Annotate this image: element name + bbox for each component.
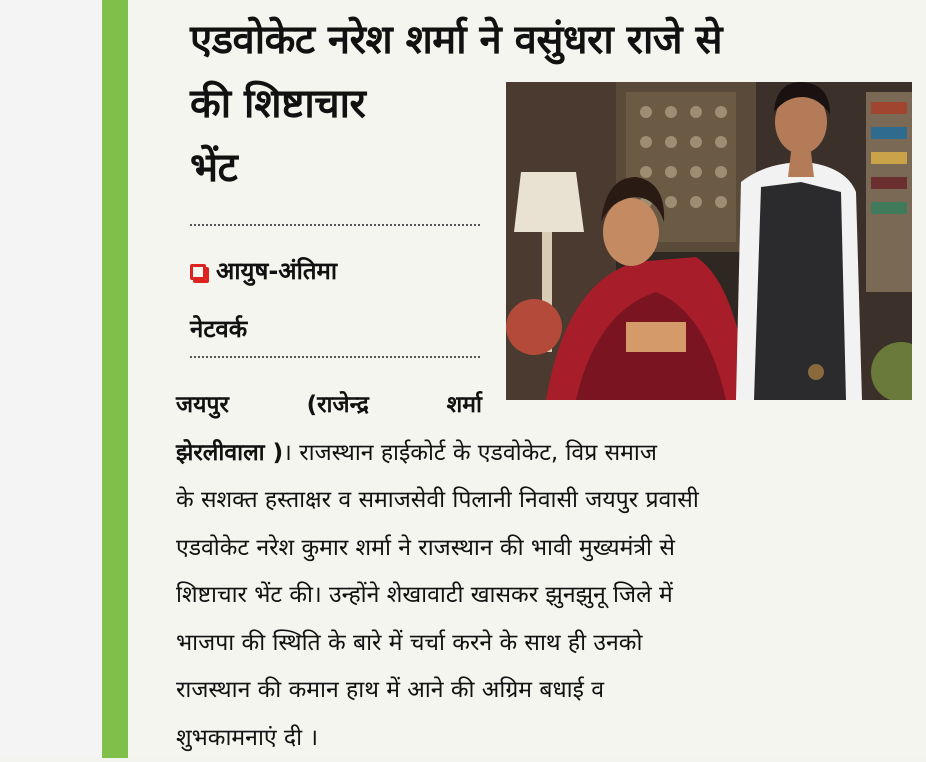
dateline-continuation: झेरलीवाला ) bbox=[176, 440, 283, 466]
body-line: शिष्टाचार भेंट की। उन्होंने शेखावाटी खासकर झुनझुनू जिले में bbox=[176, 572, 892, 620]
divider-top bbox=[190, 224, 480, 226]
news-article bbox=[128, 0, 926, 758]
headline-line: की शिष्टाचार bbox=[190, 72, 910, 136]
photo-illustration bbox=[506, 82, 912, 400]
headline-line: एडवोकेट नरेश शर्मा ने वसुंधरा राजे से bbox=[190, 8, 910, 72]
headline-line: भेंट bbox=[190, 136, 910, 200]
byline bbox=[190, 242, 490, 358]
body-line bbox=[176, 430, 892, 478]
dateline-word: (राजेन्द्र bbox=[307, 382, 369, 430]
byline-name: आयुष-अंतिमा bbox=[216, 257, 337, 285]
page-margin bbox=[0, 0, 102, 758]
body-line: राजस्थान की कमान हाथ में आने की अग्रिम बधाई व bbox=[176, 667, 892, 715]
body-line: के सशक्त हस्ताक्षर व समाजसेवी पिलानी निवासी जयपुर प्रवासी bbox=[176, 477, 892, 525]
byline-network: नेटवर्क bbox=[190, 300, 490, 358]
dateline-word: शर्मा bbox=[447, 382, 482, 430]
body-line: शुभकामनाएं दी । bbox=[176, 715, 892, 762]
body-line: भाजपा की स्थिति के बारे में चर्चा करने के साथ ही उनको bbox=[176, 620, 892, 668]
dateline bbox=[176, 382, 482, 430]
red-square-bullet-icon bbox=[190, 264, 206, 280]
article-body bbox=[176, 382, 892, 762]
dateline-word: जयपुर bbox=[176, 382, 229, 430]
news-photo bbox=[506, 82, 912, 400]
divider-bottom bbox=[190, 356, 480, 358]
body-line-text: । राजस्थान हाईकोर्ट के एडवोकेट, विप्र समाज bbox=[283, 440, 657, 466]
body-line: एडवोकेट नरेश कुमार शर्मा ने राजस्थान की भावी मुख्यमंत्री से bbox=[176, 525, 892, 573]
accent-bar bbox=[102, 0, 128, 758]
